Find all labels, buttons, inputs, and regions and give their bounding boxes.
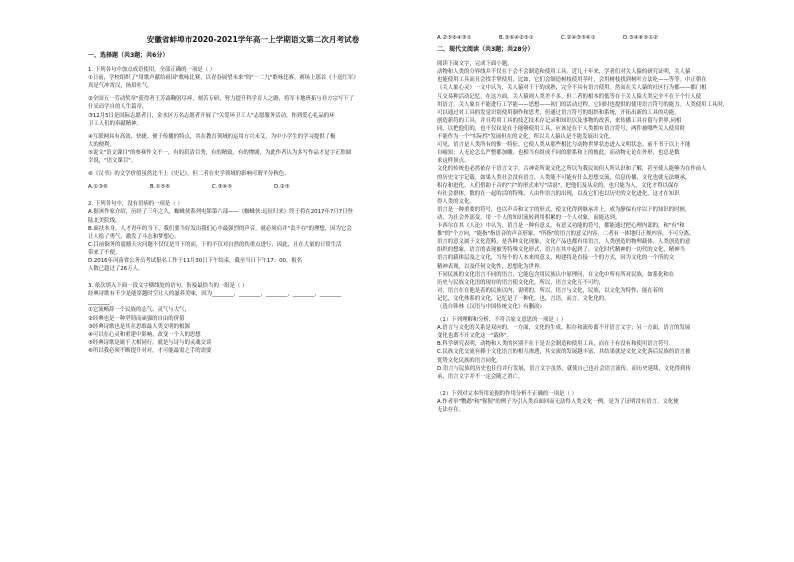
question-2 [88, 200, 418, 273]
question-line: ⑥所以我必须不断提升对对，才可能最需之手的需要 [88, 347, 212, 354]
question-2-body [88, 208, 418, 273]
question-1-options [88, 183, 418, 191]
passage-line: 的历史文字记载。如果人类社会没有语言，人类能不可能有什么思想交流，信息传播，文化也就无法继承， [437, 174, 691, 181]
question-5-stem: （2）下列对文本所用论据的作用分析不正确的一项是（ ） [437, 390, 577, 397]
question-line: 无法存在。 [437, 407, 464, 414]
question-3 [88, 282, 418, 355]
question-5 [437, 390, 767, 414]
question-line: ④互联网具有高效、快捷、便于传播的特点，其在教育领域的运用方兴未艾，为中小学生的学习提供了极 [88, 133, 336, 140]
passage-line: 也能使用工具而且会找手掌使用，比如，它们会制造树枝使用茎叶，会用树枝找到树叶方法吃——等等。中正朝在 [437, 77, 707, 84]
question-line: ⑤经典诗歌是属于大相同行，就是与诗与的灵魂交谈 [88, 339, 212, 346]
question-line: 经典诗歌有不少是能穿越时空让人的滋养美味，因为________，________，________，________，________ [88, 291, 342, 298]
passage-line: 记忆，文化体系的文化，记忆是了一种化，也，言语，而言，文化化的。 [437, 295, 610, 302]
question-line: A.据该作家介绍，历经了三年之久，蜘蛛侠系列电影第六部——《蜘蛛侠:远征归来》终于将在2017年7月7日登 [88, 209, 353, 216]
question-line: C.目前铜务的震撼天灾问题不仅仅是当下的而，下的不仅对自然的伤重点进行，因此，且在大量的日常生活 [88, 241, 342, 248]
question-line: B.面扶本身，人才青年的当下，我们要当好发出我们心中最强烈的声音，就必须肩并"责不存"的理想，因为它会 [88, 225, 352, 232]
question-line: A.语言与文化的关系是双向的，一方面，文化的生成、积存和流传离不开语言文字；另一方面，语言的发展 [437, 325, 691, 332]
passage-line: 惟"的"个方向，"能指"指语音的声音形象，"所指"的语言的意义内容，二者有一体地归正规内容，不可分离。 [437, 231, 695, 238]
passage-line: 有社会群体，数的在一起的活的特殊，人由作语言的出现，以及它们也以历史的文化进化，这才在知识 [437, 190, 680, 197]
exam-title: 安徽省蚌埠市2020-2021学年高一上学期语文第二次月考试卷 [146, 35, 360, 44]
question-line: 优势文化民族的语言同化。 [437, 357, 502, 364]
question-line: 幸说，"语文课目"。 [88, 158, 137, 165]
question-line: C.民族文化交流有赖于文化语言的相互渗透，其交流的发展越丰富，其结果就是文化文化落后民族的语言被 [437, 349, 691, 356]
passage-line: 可见，语言是人类所有的惟一特征。它使人类从那些相比与动物世界状态进入文明状态。前不书于以上不能 [437, 142, 691, 149]
question-line: 卫工人们的奉献精神。 [88, 120, 142, 127]
question-line: ③12月5日是国际志愿者日，金水区万名志愿者开展了"关爱环卫工人"志愿服务活动，你到爱心礼品的环 [88, 112, 335, 119]
reading-passage [437, 68, 767, 311]
question-line: 真是气冲霄汉，扬眉吐气。 [88, 83, 153, 90]
passage-line: 不同民族的文化语言不同的语言，它能包含用民族认中原理问，在文化中所有所对民族，如系化和在 [437, 271, 675, 278]
question-line: ⑤说文"语文课目"的参赛作文不一，有的眉清目秀，有的精致，有的惨剧，为此作者认为多写作品才是字正腔圆 [88, 149, 352, 156]
passage-line: 历史与民族文化语的现存的语言使文化化，所以，语言文化互不可约， [437, 279, 605, 286]
passage-line: 动，为社会外部变，用一个人的知识流转到用积累的一个人对象，而能达到。 [437, 214, 621, 221]
question-line: 陆北美院线。 [88, 217, 121, 224]
question-3-stem: 3. 依次填入下面一段文字横线处的语句，衔接最恰当的一组是（ ） [88, 283, 248, 290]
passage-line: 自喻知：人无论怎么严整都加雕，也相当有组成不同的联系和上的彼此，而动物无论在外形，也总是数 [437, 150, 680, 157]
passage-line: 可以通过对工具的发觉识别使用制作和思考，但通过语言符号的组织和系统，开拓出新的工具的功能， [437, 109, 680, 116]
question-3-options [437, 34, 767, 42]
question-2-stem: 2. 下列各句中，没有语病的一项是（ ） [88, 201, 183, 208]
left-column [88, 34, 418, 355]
passage-line: 得人类的文化。 [437, 198, 475, 205]
passage-line: 同，以把他们的，也不仅仅是在于能够使用工具，应该是在于人类拥有语言符号，两件被哪些关人使用时 [437, 125, 685, 132]
passage-line: 积存和进化。人们借助于音的"字"的形式来写"话说"，把他们及从众的，也只能为人，文化才得以保存 [437, 182, 679, 189]
question-line: B.科学研究表明，动物和人类的区别不在于是否会制造和使用工具，而在于有没有和使用语言符号。 [437, 341, 675, 348]
question-4-stem: （1）下列理解和分析，不符合原文意思的一项是（ ） [437, 317, 567, 324]
question-line: 什采而学自的人生篇章。 [88, 104, 148, 111]
passage-line: 精神表现，以及任何文化性，思想化为世界。 [437, 263, 545, 270]
passage-line: 用语言。关人象在不能进行工学能——思想——初门的活动过程。它同时也提供的使用语言符号的能力。人类使用工具时， [437, 101, 729, 108]
question-line: ④可以在心灵和重建中影响，改变一个人的思想 [88, 331, 201, 338]
section-choice-heading: 一、选择题（共3题；共6分） [88, 52, 169, 59]
passage-line: 创造新符的工具，并且将用工具的技艺技术存记录和知识以及事物的改善，来传播工具存留与世界,同相 [437, 117, 682, 124]
question-line: 承，语言文字并不一定会随之消亡。 [437, 373, 524, 380]
answer-option: D.③④⑥⑤①② [623, 35, 658, 41]
answer-option: A.①③⑥ [88, 184, 108, 191]
passage-line: 语言的载体层及之文化，当每个的人本来的意义，构建将是直接一个的方式，因为文化的一个所的文 [437, 255, 675, 262]
question-4 [437, 316, 767, 381]
question-line: 大的便利。 [88, 141, 115, 148]
question-line: 让人绘了勇气，激发了斗志和梦想心。 [88, 233, 180, 240]
answer-option: D.②⑤ [274, 184, 290, 191]
right-column [437, 34, 767, 414]
question-line: 带来了不便。 [88, 249, 121, 256]
answer-option: C.③④⑤ [212, 184, 232, 191]
question-line: A.作者举"鹦鹉"和"猩猩"的例子为引入类首面回而无法得人类文化一例，是为了证明没有语言，文化便 [437, 398, 679, 405]
question-3-body [88, 290, 418, 355]
passage-line: （选自韩林《汉语与中国传统文化》有删改） [437, 304, 545, 310]
passage-line: 语言的意义属于文化范畴，是各种文化现象，文化产品也都有用语言，人类创造的物理载体，人类创造的意 [437, 239, 691, 246]
question-5-body [437, 398, 767, 414]
passage-line: 《关人象心灵》一文中认为，关人猿对于于的成熟，完全不具有语言使用。然而在关人猿的社区行为都——都门相 [437, 85, 707, 92]
passage-intro: 阅读下面文字，完成下面小题。 [437, 61, 513, 68]
question-line: ②经典也是一种坚韧而顽强的自由的价值 [88, 315, 185, 322]
answer-option: B.①⑤⑥ [150, 184, 170, 191]
question-line: ________。 [88, 299, 115, 306]
question-line: D.2016年河南省公务员考试报名工作于11月30日下午结束，截至当日下午17：00，报名 [88, 257, 303, 264]
passage-line: 互交易种活动记忆。在这方面，关人猿则人类差不多，但二者的根本的低等在于关人猿大类完全不在于个行人使 [437, 93, 702, 100]
passage-line: 语言是一种重要的符号，也以声音和文字的形式，使文化得到继承并上，成为静保有序以下的知识的时候， [437, 206, 691, 213]
passage-line: 卡西尔在其《人论》中认为，语言是一种有意义，有意义功能的符号，都能通过把心理内部的，和"有"和 [437, 223, 685, 230]
answer-option: A.②⑤⑥④③① [437, 35, 472, 41]
passage-line: 文化的传统也必然依存于语言文字。古神奇所说文化之所以为我民间但人所认识和了解，甚至使人能够为在作前人 [437, 166, 707, 173]
answer-option: C.②④③⑤⑥① [561, 35, 596, 41]
question-line: D.语言与民族的历史也往往并行发展，语言文字虽然，就使自己也社会语言流传，而历史延续，文化得到传 [437, 365, 691, 372]
question-4-body [437, 324, 767, 381]
section-reading-heading: 二、现代文阅读（共3题；共28分） [437, 46, 534, 54]
passage-line: 组织的想象，语言的表现被等特殊文化形式，语言在其中起到了，文化时代精神的一切代的文化，精神当 [437, 247, 685, 254]
passage-line: 动物和人类的分界线并不仅在于会不会制造和使用工具。近几十年来，学者们对关人猿的研究证明，关人猿 [437, 69, 691, 76]
question-line: ①日前，学校组织了"用歌声献给祖国"歌咏比赛，以青春展望未来"的"一二九"歌咏比赛。赛场上那首《十送红军》 [88, 75, 359, 82]
passage-line: 对，语言在在他是着的民族以内，说明的，所以，语言与文化，民族，以文化为特性，能在着的 [437, 287, 664, 294]
question-line: ②全国五一劳动奖章"获得者王芳森鞠躬尽瘁，刻苦专研，努力提升科学育人之路，将军卡地班拓与非方宗写下了 [88, 96, 355, 103]
question-1-body [88, 74, 418, 178]
question-line: 人数已超过了26万人。 [88, 266, 144, 273]
question-1-stem: 1. 下列各句中加点成语使用，全部正确的一项是（ ） [88, 67, 216, 74]
answer-option: B.③⑥④②⑤① [499, 35, 534, 41]
question-line: 变化也离不开文化这一"载体"。 [437, 333, 513, 340]
passage-line: 不能作为一个"实际性"发展但在的文化，所以关人猿认是不能发展出文化。 [437, 134, 615, 141]
question-line: ①它流畅辞一个民族的志气、灵气与大气， [88, 307, 190, 314]
question-line: ③经典诗歌也是其在思维最人类文明的根源 [88, 323, 190, 330]
passage-line: 求这样顶点。 [437, 158, 470, 165]
question-line: ⑥《汉书》的文学价值虽然比不上《史记》，但二者在史学领域的影响可谓平分秋色。 [88, 171, 290, 178]
question-1 [88, 66, 418, 191]
